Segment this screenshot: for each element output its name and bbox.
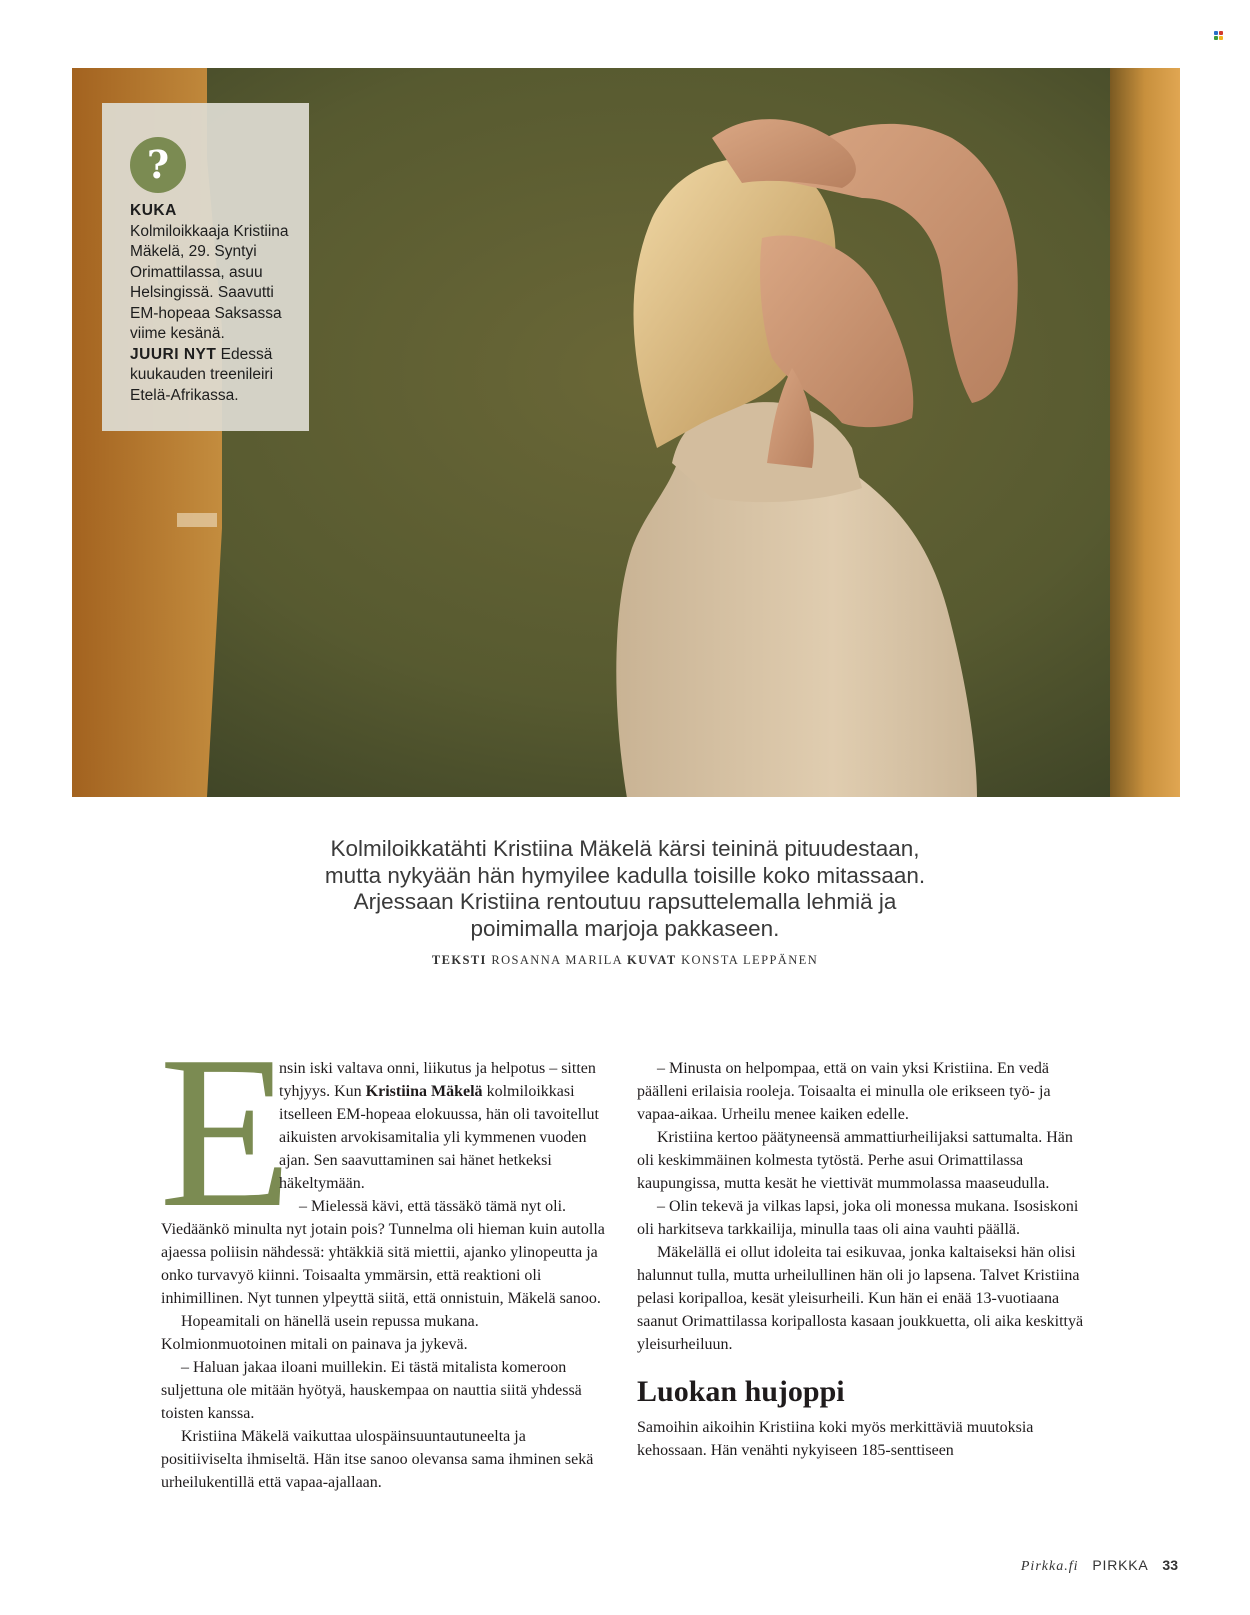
who-text: Kolmiloikkaaja Kristiina Mäkelä, 29. Syntyi Orimattilassa, asuu Helsingissä. Saavutti EM-hopeaa Saksassa viime kesänä. [130, 222, 289, 342]
article-column-right [637, 1057, 1085, 1462]
brand-dots-icon [1214, 31, 1224, 41]
article-column-left [159, 1012, 605, 1494]
text-credit-author: ROSANNA MARILA [491, 953, 623, 967]
page-number: 33 [1162, 1557, 1178, 1573]
credits-line [300, 953, 950, 968]
drop-cap: E [159, 1012, 293, 1253]
subheading: Luokan hujoppi [637, 1375, 845, 1408]
article-paragraph: Samoihin aikoihin Kristiina koki myös merkittäviä muutoksia kehossaan. Hän venähti nykyiseen 185-senttiseen [637, 1419, 1034, 1459]
article-paragraph: – Mielessä kävi, että tässäkö tämä nyt oli. Viedäänkö minulta nyt jotain pois? Tunnelma oli hieman kuin autolla ajaessa poliisin nähdessä: yhtäkkiä sitä miettii, ajanko ylinopeutta ja onko turvavyö kiinni. Toisaalta ymmärsin, että reaktioni oli inhimillinen. Nyt tunnen ylpeyttä siitä, että onnistuin, Mäkelä sanoo. [161, 1198, 605, 1307]
article-paragraph: Kristiina Mäkelä vaikuttaa ulospäinsuuntautuneelta ja positiiviselta ihmiseltä. Hän itse sanoo olevansa sama ihminen sekä urheilukentillä että vapaa-ajallaan. [161, 1428, 594, 1491]
article-paragraph: Mäkelällä ei ollut idoleita tai esikuvaa, jonka kaltaiseksi hän olisi halunnut tulla, mutta urheilullinen hän oli jo lapsena. Talvet Kristiina pelasi koripalloa, kesät yleisurheili. Kun hän ei enää 13-vuotiaana saanut Orimattilassa koripallosta kasaan joukkuetta, oli aika keskittyä yleisurheiluun. [637, 1244, 1084, 1353]
article-paragraph: E nsin iski valtava onni, liikutus ja helpotus – sitten tyhjyys. Kun Kristiina Mäkelä kolmiloikkasi itselleen EM-hopeaa elokuussa, hän oli tavoitellut aikuisten arvokisamitalia yli kymmenen vuoden ajan. Sen saavuttaminen sai hänet hetkeksi häkeltymään. [159, 1012, 599, 1253]
person-name: Kristiina Mäkelä [365, 1083, 483, 1100]
photo-credit-author: KONSTA LEPPÄNEN [681, 953, 819, 967]
footer-magazine: PIRKKA [1092, 1557, 1149, 1573]
footer-site: Pirkka.fi [1020, 1559, 1079, 1574]
article-paragraph: Kristiina kertoo päätyneensä ammattiurheilijaksi sattumalta. Hän oli keskimmäinen kolmesta tytöstä. Perhe asui Orimattilassa kaupungissa, mutta kesät he viettivät mummolassa maaseudulla. [637, 1129, 1073, 1192]
article-paragraph: – Haluan jakaa iloani muillekin. Ei tästä mitalista komeroon suljettuna ole mitään hyötyä, hauskempaa on nauttia siitä yhdessä toisten kanssa. [161, 1359, 582, 1422]
now-label: JUURI NYT [130, 345, 217, 363]
photo-credit-label: KUVAT [626, 953, 677, 967]
who-label: KUKA [130, 202, 177, 219]
article-paragraph: Hopeamitali on hänellä usein repussa mukana. Kolmionmuotoinen mitali on painava ja jykevä. [161, 1313, 479, 1353]
now-text: Edessä kuukauden treenileiri Etelä-Afrikassa. [130, 345, 274, 404]
page-footer [1021, 1557, 1178, 1575]
info-box [102, 103, 309, 431]
lead-paragraph: Kolmiloikkatähti Kristiina Mäkelä kärsi teininä pituudestaan, mutta nykyään hän hymyilee kadulla toisille koko mitassaan. Arjessaan Kristiina rentoutuu rapsuttelemalla lehmiä ja poimimalla marjoja pakkaseen. [324, 836, 926, 941]
article-paragraph: – Olin tekevä ja vilkas lapsi, joka oli monessa mukana. Isosiskoni oli harkitseva tarkkailija, minulla taas oli aina vauhti päällä. [637, 1198, 1079, 1238]
question-mark-icon: ? [130, 137, 186, 193]
article-paragraph: – Minusta on helpompaa, että on vain yksi Kristiina. En vedä päälleni erilaisia rooleja. Toisaalta ei minulla ole erikseen työ- ja vapaa-aikaa. Urheilu menee kaiken edelle. [637, 1060, 1051, 1123]
text-credit-label: TEKSTI [431, 953, 487, 967]
